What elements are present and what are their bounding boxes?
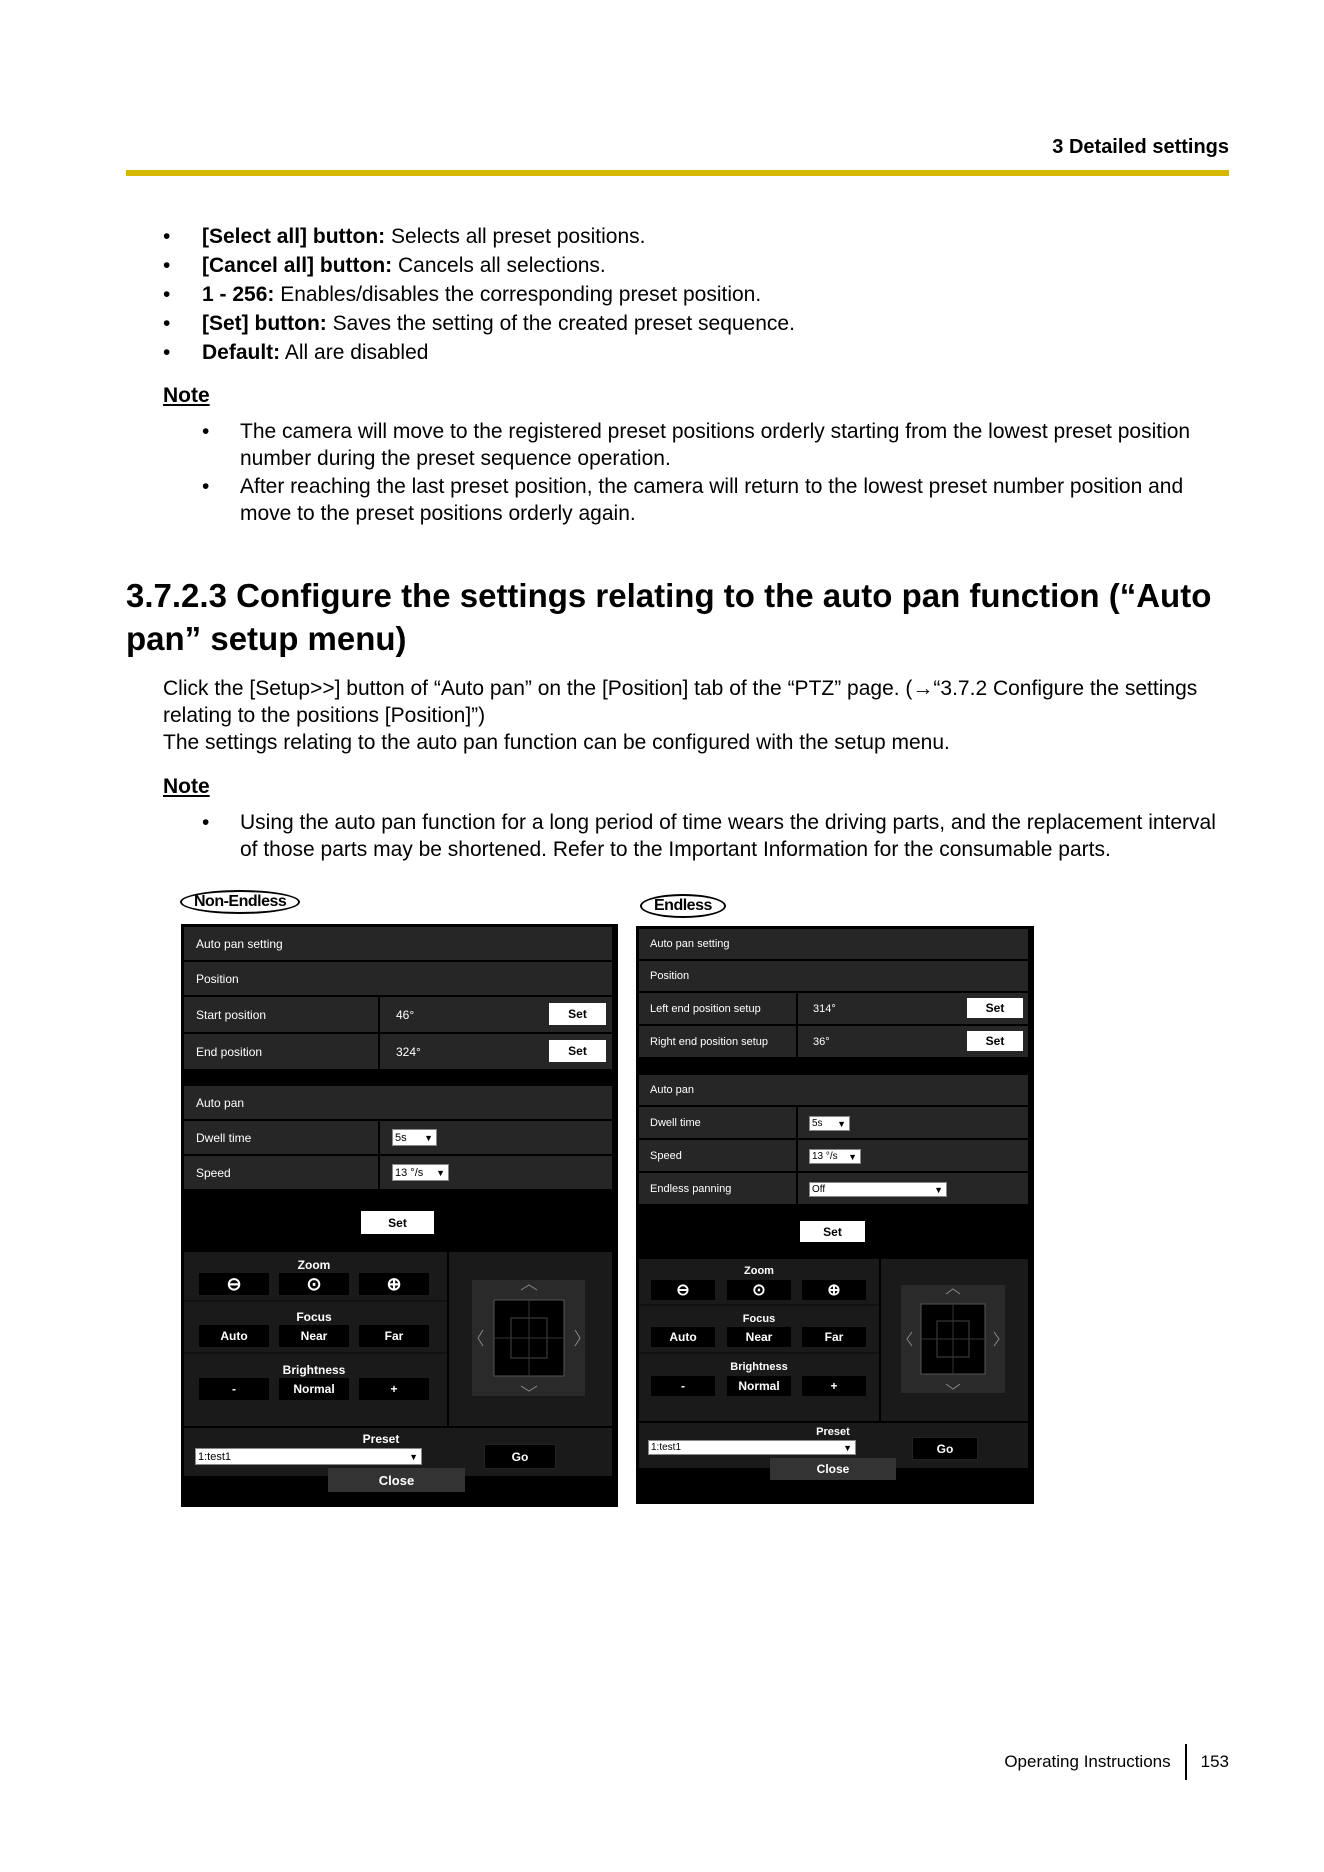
brightness-normal-button[interactable]: Normal (279, 1378, 349, 1400)
brightness-down-button[interactable]: - (199, 1378, 269, 1400)
preset-label: Preset (816, 1426, 850, 1438)
brightness-normal-button[interactable]: Normal (727, 1376, 791, 1396)
pan-tilt-pad-icon[interactable] (449, 1252, 612, 1426)
note-title: Note (163, 775, 210, 798)
start-position-label: Start position (184, 997, 378, 1032)
end-position-label: End position (184, 1034, 378, 1069)
page-footer (1004, 1744, 1229, 1780)
note-list (202, 418, 1229, 528)
pan-tilt-pad (449, 1252, 612, 1426)
endless-panel (636, 926, 1034, 1504)
brightness-down-button[interactable]: - (651, 1376, 715, 1396)
dwell-time-label: Dwell time (639, 1107, 796, 1138)
zoom-in-icon[interactable]: ⊕ (359, 1273, 429, 1295)
left-end-value: 314° (798, 993, 1028, 1024)
auto-pan-header: Auto pan (639, 1075, 1028, 1105)
zoom-out-icon[interactable]: ⊖ (651, 1280, 715, 1300)
close-button[interactable]: Close (770, 1458, 896, 1480)
right-end-value: 36° (798, 1026, 1028, 1057)
zoom-label: Zoom (297, 1258, 331, 1272)
set-start-button[interactable]: Set (549, 1003, 606, 1025)
header-rule (126, 170, 1229, 176)
zoom-label: Zoom (744, 1265, 774, 1277)
chevron-down-icon: ▼ (436, 1167, 445, 1178)
dwell-time-select[interactable]: 5s ▼ (392, 1129, 437, 1146)
chevron-down-icon: ▼ (424, 1132, 433, 1143)
list-item: • 1 - 256: Enables/disables the corresponding preset position. (163, 280, 795, 309)
non-endless-tag: Non-Endless (180, 890, 300, 914)
brightness-up-button[interactable]: + (802, 1376, 866, 1396)
endless-panning-label: Endless panning (639, 1173, 796, 1204)
zoom-reset-icon[interactable]: ⊙ (279, 1273, 349, 1295)
note-list (202, 809, 1229, 864)
go-button[interactable]: Go (912, 1437, 978, 1460)
speed-label: Speed (639, 1140, 796, 1171)
page-number: 153 (1200, 1752, 1229, 1771)
intro-paragraph-2: The settings relating to the auto pan function can be configured with the setup menu. (163, 731, 950, 754)
dwell-time-label: Dwell time (184, 1121, 378, 1154)
set-button[interactable]: Set (361, 1211, 434, 1234)
focus-near-button[interactable]: Near (279, 1325, 349, 1347)
left-end-label: Left end position setup (639, 993, 796, 1024)
set-button[interactable]: Set (800, 1221, 865, 1242)
title-row: Auto pan setting (639, 929, 1028, 959)
dwell-time-select[interactable]: 5s ▼ (809, 1116, 850, 1131)
focus-label: Focus (296, 1310, 332, 1324)
note-item: • After reaching the last preset position, the camera will return to the lowest preset number position and move to the preset positions orderly again. (202, 473, 1229, 527)
focus-label: Focus (742, 1313, 776, 1325)
speed-select[interactable]: 13 °/s ▼ (809, 1149, 861, 1164)
end-position-value: 324° (380, 1034, 612, 1069)
preset-select[interactable]: 1:test1 ▼ (195, 1448, 422, 1465)
button-descriptions (163, 222, 795, 367)
footer-label: Operating Instructions (1004, 1752, 1171, 1771)
zoom-out-icon[interactable]: ⊖ (199, 1273, 269, 1295)
speed-select[interactable]: 13 °/s ▼ (392, 1164, 449, 1181)
footer-divider (1185, 1744, 1187, 1780)
endless-panning-select[interactable]: Off ▼ (809, 1182, 947, 1197)
zoom-in-icon[interactable]: ⊕ (802, 1280, 866, 1300)
speed-label: Speed (184, 1156, 378, 1189)
note-item: • Using the auto pan function for a long period of time wears the driving parts, and the replacement interval of those parts may be shortened. Refer to the Important Information for the consumable parts. (202, 809, 1229, 863)
preset-label: Preset (362, 1432, 400, 1446)
preset-select[interactable]: 1:test1 ▼ (648, 1440, 856, 1455)
set-end-button[interactable]: Set (549, 1040, 606, 1062)
non-endless-panel (181, 924, 618, 1507)
start-position-value: 46° (380, 997, 612, 1032)
set-right-end-button[interactable]: Set (967, 1031, 1023, 1051)
note-title: Note (163, 384, 210, 407)
zoom-reset-icon[interactable]: ⊙ (727, 1280, 791, 1300)
focus-auto-button[interactable]: Auto (651, 1327, 715, 1347)
focus-far-button[interactable]: Far (802, 1327, 866, 1347)
list-item: • [Select all] button: Selects all preset positions. (163, 222, 795, 251)
list-item: • [Set] button: Saves the setting of the created preset sequence. (163, 309, 795, 338)
chevron-down-icon: ▼ (837, 1118, 846, 1129)
endless-tag: Endless (640, 894, 726, 918)
brightness-up-button[interactable]: + (359, 1378, 429, 1400)
focus-auto-button[interactable]: Auto (199, 1325, 269, 1347)
chevron-down-icon: ▼ (848, 1151, 857, 1162)
title-row: Auto pan setting (184, 927, 612, 960)
pan-tilt-pad-icon[interactable] (881, 1259, 1028, 1421)
chevron-down-icon: ▼ (934, 1184, 943, 1195)
position-header: Position (639, 961, 1028, 991)
running-header: 3 Detailed settings (1052, 136, 1229, 158)
chevron-down-icon: ▼ (409, 1451, 418, 1462)
pan-tilt-pad (881, 1259, 1028, 1421)
intro-paragraph: Click the [Setup>>] button of “Auto pan” on the [Position] tab of the “PTZ” page. (→“3.7.2 Configure the settings relating to the positions [Position]”) (163, 677, 1198, 727)
set-left-end-button[interactable]: Set (967, 998, 1023, 1018)
go-button[interactable]: Go (484, 1444, 556, 1469)
right-end-label: Right end position setup (639, 1026, 796, 1057)
brightness-label: Brightness (282, 1363, 346, 1377)
note-item: • The camera will move to the registered preset positions orderly starting from the lowest preset position number during the preset sequence operation. (202, 418, 1229, 472)
section-heading: 3.7.2.3 Configure the settings relating to the auto pan function (“Auto pan” setup menu) (126, 577, 1212, 657)
list-item: • [Cancel all] button: Cancels all selections. (163, 251, 795, 280)
focus-far-button[interactable]: Far (359, 1325, 429, 1347)
chevron-down-icon: ▼ (843, 1442, 852, 1453)
position-header: Position (184, 962, 612, 995)
list-item: • Default: All are disabled (163, 338, 795, 367)
close-button[interactable]: Close (328, 1468, 465, 1492)
auto-pan-header: Auto pan (184, 1086, 612, 1119)
focus-near-button[interactable]: Near (727, 1327, 791, 1347)
brightness-label: Brightness (730, 1361, 788, 1373)
